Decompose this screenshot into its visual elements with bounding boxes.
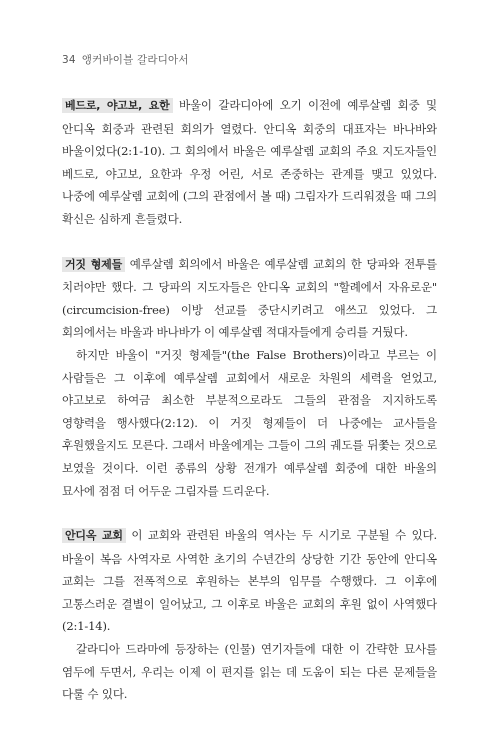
paragraph-text: 예루살렘 회의에서 바울은 예루살렘 교회의 한 당파와 전투를 치러야만 했다. 그 당파의 지도자들은 안디옥 교회의 "할례에서 자유로운"(circumcision-free) 이방 선교를 중단시키려고 애쓰고 있었다. 그 회의에서는 바울과 바나바가 이 예루살렘 적대자들에게 승리를 거뒀다. xyxy=(62,256,438,340)
book-title: 앵커바이블 갈라디아서 xyxy=(81,54,189,66)
section-false-brothers xyxy=(62,253,437,503)
page-body xyxy=(62,94,437,706)
section-antioch-church xyxy=(62,524,437,706)
paragraph: 하지만 바울이 "거짓 형제들"(the False Brothers)이라고 부르는 이 사람들은 그 이후에 예루살렘 교회에서 새로운 차원의 세력을 얻었고, 야고보로 하여금 최소한 부분적으로라도 그들의 관점을 지지하도록 영향력을 행사했다(2:12). 이 거짓 형제들이 더 나중에는 교사들을 후원했을지도 모른다. 그래서 바울에게는 그들이 그의 궤도를 뒤쫓는 것으로 보였을 것이다. 이런 종류의 상황 전개가 예루살렘 회중에 대한 바울의 묘사에 점점 더 어두운 그림자를 드리운다. xyxy=(62,347,437,498)
section-heading: 안디옥 교회 xyxy=(62,528,126,543)
section-gap xyxy=(62,502,437,524)
section-gap xyxy=(62,231,437,253)
running-head xyxy=(62,52,189,67)
paragraph: 갈라디아 드라마에 등장하는 (인물) 연기자들에 대한 이 간략한 묘사를 염두에 두면서, 우리는 이제 이 편지를 읽는 데 도움이 되는 다른 문제들을 다룰 수 있다. xyxy=(62,642,437,702)
paragraph-text: 이 교회와 관련된 바울의 역사는 두 시기로 구분될 수 있다. 바울이 복음 사역자로 사역한 초기의 수년간의 상당한 기간 동안에 안디옥 교회는 그를 전폭적으로 후원하는 본부의 임무를 수행했다. 그 이후에 고통스러운 결별이 일어났고, 그 이후로 바울은 교회의 후원 없이 사역했다(2:1-14). xyxy=(62,528,437,634)
paragraph xyxy=(62,94,437,231)
section-heading: 베드로, 야고보, 요한 xyxy=(62,98,173,113)
paragraph xyxy=(62,524,437,638)
section-heading: 거짓 형제들 xyxy=(62,257,125,272)
section-peter-james-john xyxy=(62,94,437,231)
page-number: 34 xyxy=(62,54,76,66)
paragraph-text: 바울이 갈라디아에 오기 이전에 예루살렘 회중 및 안디옥 회중과 관련된 회의가 열렸다. 안디옥 회중의 대표자는 바나바와 바울이었다(2:1-10). 그 회의에서 바울은 예루살렘 교회의 주요 지도자들인 베드로, 야고보, 요한과 우정 어린, 서로 존중하는 관계를 맺고 있었다. 나중에 예루살렘 교회에 (그의 관점에서 볼 때) 그림자가 드리워졌을 때 그의 확신은 심하게 흔들렸다. xyxy=(62,98,437,226)
paragraph xyxy=(62,253,437,344)
